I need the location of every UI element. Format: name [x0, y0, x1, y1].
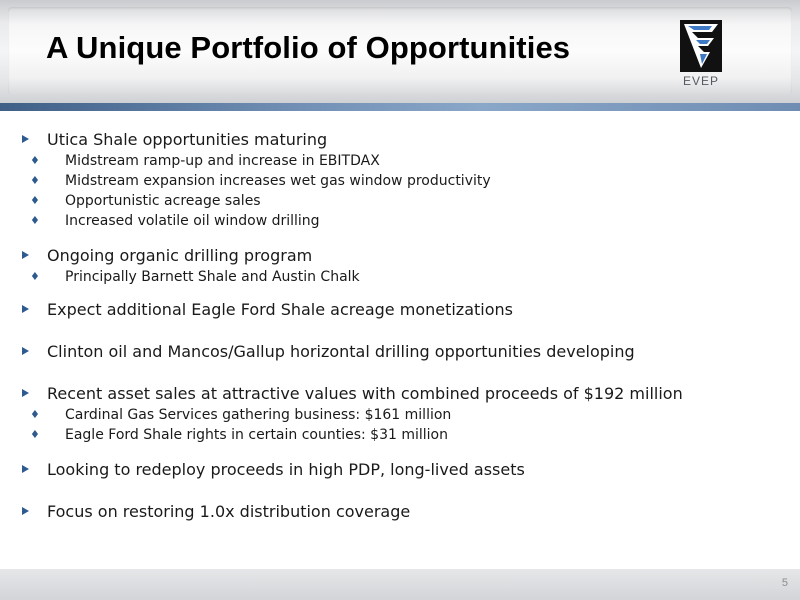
page-number: 5	[781, 577, 788, 589]
sub-bullet-row	[22, 211, 792, 231]
diamond-bullet-icon: ♦	[30, 194, 40, 207]
diamond-bullet-icon: ♦	[30, 270, 40, 283]
logo-text: EVEP	[682, 74, 719, 88]
bullet-text: Expect additional Eagle Ford Shale acreage monetizations	[47, 300, 513, 319]
bullet-row	[22, 245, 792, 267]
slide-title: A Unique Portfolio of Opportunities	[46, 30, 571, 65]
diamond-bullet-icon: ♦	[30, 154, 40, 167]
sub-bullet-row	[22, 191, 792, 211]
sub-bullet-row	[22, 151, 792, 171]
bullet-item	[22, 129, 792, 231]
sub-bullet-text: Cardinal Gas Services gathering business: $161 million	[65, 407, 452, 423]
bullet-row	[22, 501, 792, 523]
sub-bullet-text: Eagle Ford Shale rights in certain counties: $31 million	[65, 427, 448, 443]
bullet-text: Clinton oil and Mancos/Gallup horizontal drilling opportunities developing	[47, 342, 635, 361]
sub-bullet-row	[22, 425, 792, 445]
sub-bullet-text: Principally Barnett Shale and Austin Chalk	[65, 269, 360, 285]
sub-bullet-text: Opportunistic acreage sales	[65, 193, 261, 209]
triangle-bullet-icon	[22, 347, 29, 355]
bullet-text: Ongoing organic drilling program	[47, 246, 313, 265]
sub-bullet-row	[22, 171, 792, 191]
slide-footer	[0, 569, 800, 600]
sub-bullet-text: Midstream ramp-up and increase in EBITDAX	[65, 153, 380, 169]
bullet-item	[22, 383, 792, 445]
diamond-bullet-icon: ♦	[30, 214, 40, 227]
evep-logo-icon	[676, 18, 726, 74]
diamond-bullet-icon: ♦	[30, 174, 40, 187]
bullet-row	[22, 383, 792, 405]
bullet-list	[22, 129, 792, 523]
bullet-row	[22, 129, 792, 151]
triangle-bullet-icon	[22, 135, 29, 143]
bullet-text: Utica Shale opportunities maturing	[47, 130, 328, 149]
diamond-bullet-icon: ♦	[30, 428, 40, 441]
slide-header	[0, 0, 800, 103]
evep-logo	[676, 18, 726, 92]
sub-bullet-row	[22, 405, 792, 425]
sub-bullet-text: Increased volatile oil window drilling	[65, 213, 320, 229]
bullet-text: Focus on restoring 1.0x distribution coverage	[47, 502, 411, 521]
diamond-bullet-icon: ♦	[30, 408, 40, 421]
bullet-text: Recent asset sales at attractive values with combined proceeds of $192 million	[47, 384, 683, 403]
triangle-bullet-icon	[22, 251, 29, 259]
header-accent-bar	[0, 103, 800, 111]
bullet-item	[22, 341, 792, 363]
bullet-row	[22, 341, 792, 363]
bullet-text: Looking to redeploy proceeds in high PDP, long-lived assets	[47, 460, 525, 479]
bullet-item	[22, 299, 792, 321]
bullet-item	[22, 245, 792, 287]
triangle-bullet-icon	[22, 507, 29, 515]
sub-bullet-row	[22, 267, 792, 287]
bullet-row	[22, 299, 792, 321]
bullet-row	[22, 459, 792, 481]
sub-bullet-text: Midstream expansion increases wet gas window productivity	[65, 173, 491, 189]
triangle-bullet-icon	[22, 305, 29, 313]
bullet-item	[22, 501, 792, 523]
bullet-item	[22, 459, 792, 481]
triangle-bullet-icon	[22, 389, 29, 397]
triangle-bullet-icon	[22, 465, 29, 473]
